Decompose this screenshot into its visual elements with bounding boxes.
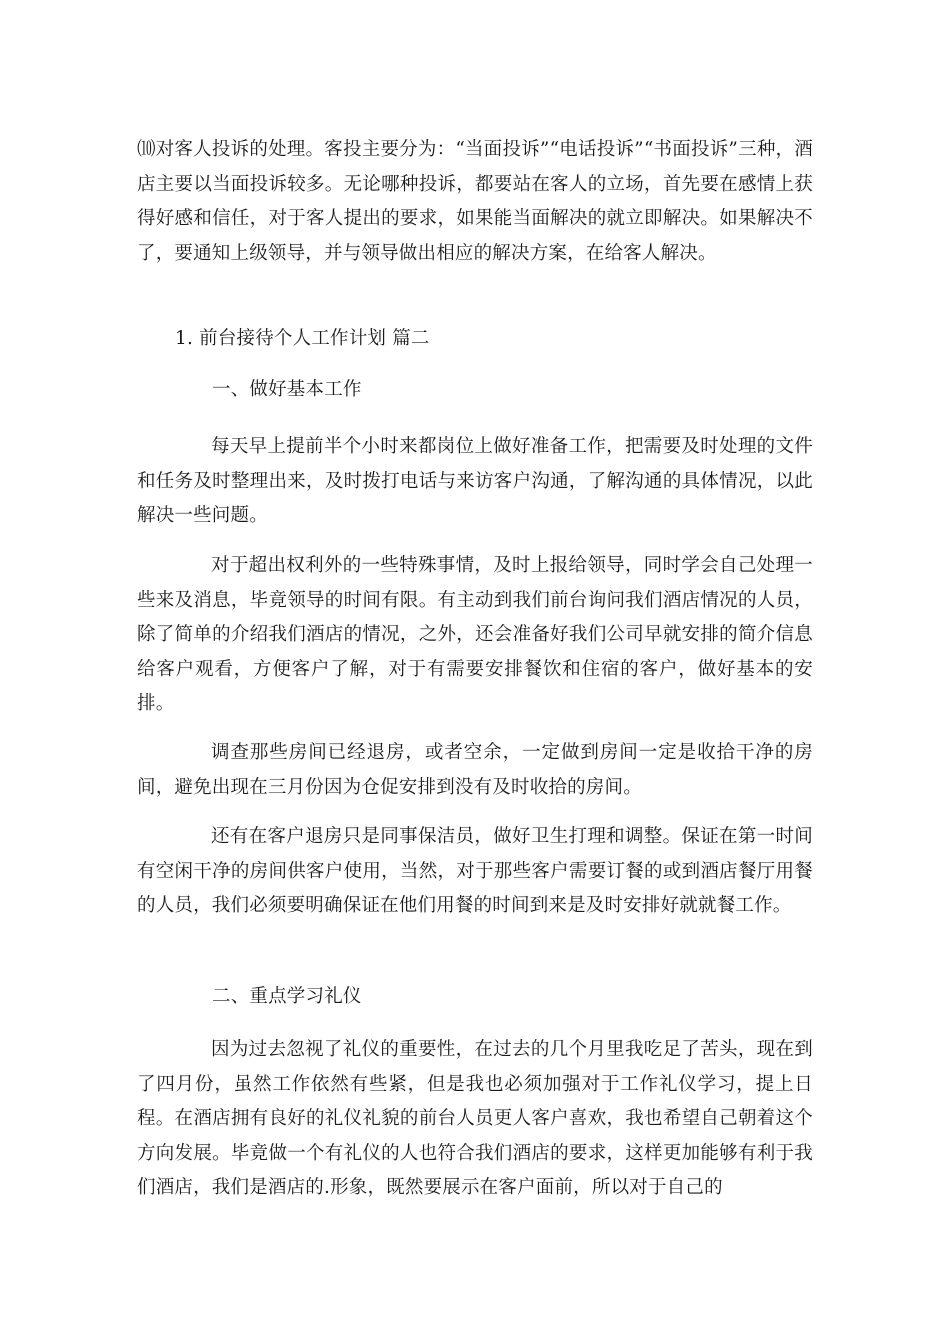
paragraph-checkout-cleaning: 还有在客户退房只是同事保洁员，做好卫生打理和调整。保证在第一时间有空闲干净的房间供客户使用，当然，对于那些客户需要订餐的或到酒店餐厅用餐的人员，我们必须要明确保证在他们用餐的时间到来是及时安排好就就餐工作。 <box>137 826 813 916</box>
paragraph-special-matters: 对于超出权利外的一些特殊事情，及时上报给领导，同时学会自己处理一些来及消息，毕竟领导的时间有限。有主动到我们前台询问我们酒店情况的人员，除了简单的介绍我们酒店的情况，之外，还会准备好我们公司早就安排的简介信息给客户观看，方便客户了解，对于有需要安排餐饮和住宿的客户，做好基本的安排。 <box>137 555 813 714</box>
paragraph-etiquette-learning: 因为过去忽视了礼仪的重要性，在过去的几个月里我吃足了苦头，现在到了四月份，虽然工作依然有些紧，但是我也必须加强对于工作礼仪学习，提上日程。在酒店拥有良好的礼仪礼貌的前台人员更人客户喜欢，我也希望自己朝着这个方向发展。毕竟做一个有礼仪的人也符合我们酒店的要求，这样更加能够有利于我们酒店，我们是酒店的.形象，既然要展示在客户面前，所以对于自己的 <box>137 1039 813 1198</box>
document-title: 1. 前台接待个人工作计划 篇二 <box>175 328 430 349</box>
paragraph-complaint-handling: ⑽对客人投诉的处理。客投主要分为：“当面投诉”“电话投诉”“书面投诉”三种，酒店主要以当面投诉较多。无论哪种投诉，都要站在客人的立场，首先要在感情上获得好感和信任，对于客人提出的要求，如果能当面解决的就立即解决。如果解决不了，要通知上级领导，并与领导做出相应的解决方案，在给客人解决。 <box>137 139 813 264</box>
section-heading-etiquette: 二、重点学习礼仪 <box>212 986 362 1007</box>
paragraph-daily-preparation: 每天早上提前半个小时来都岗位上做好准备工作，把需要及时处理的文件和任务及时整理出来，及时拨打电话与来访客户沟通，了解沟通的具体情况，以此解决一些问题。 <box>137 436 813 526</box>
section-heading-basic-work: 一、做好基本工作 <box>212 379 362 400</box>
paragraph-room-check: 调查那些房间已经退房，或者空余，一定做到房间一定是收拾干净的房间，避免出现在三月份因为仓促安排到没有及时收拾的房间。 <box>137 742 813 798</box>
